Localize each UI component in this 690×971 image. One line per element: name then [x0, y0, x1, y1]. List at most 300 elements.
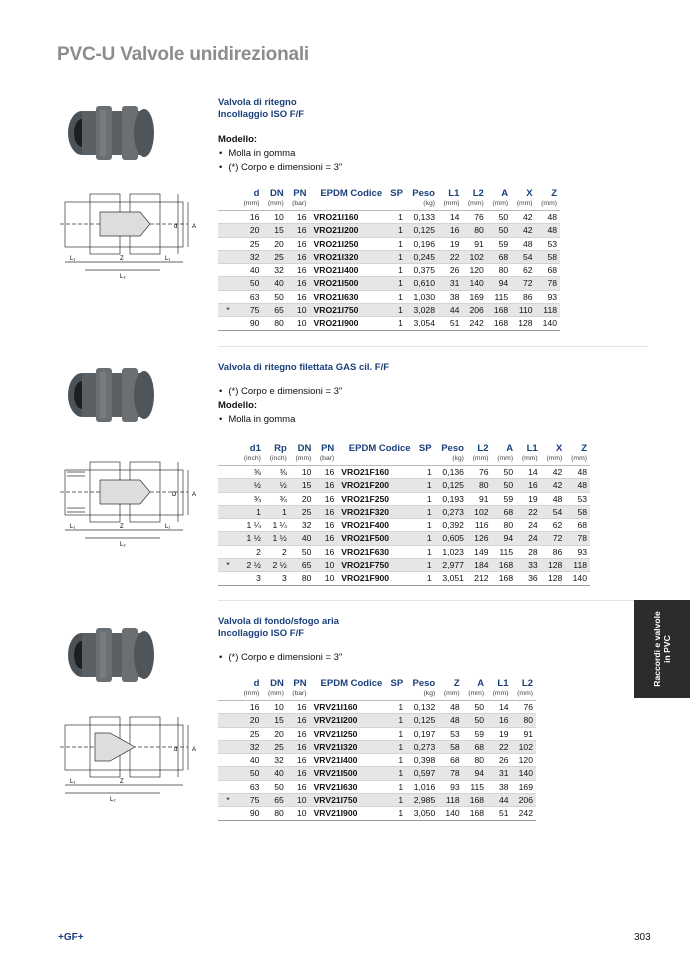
table-cell: 50 — [492, 479, 517, 492]
table-cell: 36 — [516, 572, 541, 585]
drawing-label: A — [192, 224, 197, 230]
table-row — [218, 317, 560, 330]
table-cell: 10 — [290, 466, 315, 479]
table-cell: 16 — [287, 224, 310, 237]
table-cell: 0,196 — [406, 237, 438, 250]
table-cell: VRO21I500 — [310, 277, 386, 290]
table-cell — [218, 701, 238, 714]
table-row — [218, 559, 590, 572]
table-cell: 40 — [262, 767, 286, 780]
table-cell: VRO21I160 — [310, 211, 386, 224]
table-cell: 16 — [314, 479, 337, 492]
column-header: Z — [453, 677, 460, 689]
column-header: L1 — [526, 442, 538, 454]
table-cell: 2 ½ — [238, 559, 264, 572]
spec-table-1 — [218, 187, 560, 331]
table-cell — [218, 317, 238, 330]
table-cell: 24 — [516, 519, 541, 532]
table-cell: ⅜ — [264, 466, 290, 479]
note-bullet: • Molla in gomma — [218, 147, 342, 161]
table-cell: 59 — [492, 492, 517, 505]
table-cell — [218, 277, 238, 290]
table-cell: 16 — [314, 532, 337, 545]
column-header: Z — [551, 187, 557, 199]
table-cell: VRV21I160 — [310, 701, 386, 714]
table-cell: 0,245 — [406, 250, 438, 263]
table-cell: 26 — [438, 264, 462, 277]
table-cell: 32 — [262, 264, 286, 277]
column-header — [218, 442, 238, 454]
column-header: A — [501, 187, 509, 199]
table-cell: 42 — [541, 479, 566, 492]
drawing-label: Z — [120, 256, 124, 262]
table-cell: 26 — [487, 754, 511, 767]
table-cell: 1 ½ — [238, 532, 264, 545]
drawing-label: Z — [120, 779, 124, 785]
table-cell: 1 — [414, 479, 435, 492]
table-cell: * — [218, 794, 238, 807]
table-cell: VRO21F160 — [337, 466, 413, 479]
table-cell: 140 — [438, 807, 462, 820]
table-cell: ½ — [238, 479, 264, 492]
table-row — [218, 794, 536, 807]
table-cell — [218, 807, 238, 820]
table-cell: 10 — [287, 794, 310, 807]
table-cell: 1 — [385, 767, 406, 780]
table-row — [218, 532, 590, 545]
table-cell: 20 — [290, 492, 315, 505]
column-header: Peso — [412, 187, 435, 199]
table-cell: 51 — [487, 807, 511, 820]
title-line: Valvola di ritegno — [218, 97, 297, 108]
table-cell: 115 — [463, 780, 487, 793]
column-header: d — [253, 187, 260, 199]
table-cell: 126 — [467, 532, 492, 545]
table-cell: 42 — [511, 211, 535, 224]
table-cell: 94 — [463, 767, 487, 780]
column-header: Z — [581, 442, 587, 454]
note-bullet: • Molla in gomma — [218, 413, 342, 427]
table-cell: 75 — [238, 304, 262, 317]
table-row — [218, 519, 590, 532]
table-cell: 16 — [314, 505, 337, 518]
table-cell: 0,136 — [435, 466, 467, 479]
table-cell: 72 — [511, 277, 535, 290]
table-row — [218, 754, 536, 767]
table-cell: VRO21I200 — [310, 224, 386, 237]
table-cell: 90 — [238, 807, 262, 820]
table-cell: 38 — [438, 290, 462, 303]
table-cell: 80 — [262, 807, 286, 820]
table-cell: 48 — [536, 211, 560, 224]
drawing-label: L₂ — [120, 274, 126, 280]
table-cell: 59 — [463, 727, 487, 740]
table-cell: 168 — [463, 794, 487, 807]
table-cell: 0,133 — [406, 211, 438, 224]
table-cell: 168 — [492, 572, 517, 585]
column-unit: (kg) — [406, 689, 438, 701]
table-cell: 48 — [536, 224, 560, 237]
table-cell: 90 — [238, 317, 262, 330]
table-cell: 16 — [314, 466, 337, 479]
table-cell: 28 — [516, 545, 541, 558]
table-cell: 76 — [467, 466, 492, 479]
column-unit — [218, 689, 238, 701]
table-cell: 50 — [463, 701, 487, 714]
column-header: X — [526, 187, 533, 199]
column-header: L1 — [497, 677, 509, 689]
table-cell: 1 — [264, 505, 290, 518]
table-cell: 86 — [511, 290, 535, 303]
table-cell: 1 — [414, 572, 435, 585]
drawing-label: L₁ — [165, 524, 171, 530]
table-cell: 20 — [238, 714, 262, 727]
note-label: Modello: — [218, 400, 258, 411]
table-cell: VRV21I900 — [310, 807, 386, 820]
table-units-row — [218, 199, 560, 211]
table-cell — [218, 767, 238, 780]
column-unit: (mm) — [492, 454, 517, 466]
table-row — [218, 701, 536, 714]
table-cell: 118 — [438, 794, 462, 807]
table-row — [218, 807, 536, 820]
table-cell: 140 — [536, 317, 560, 330]
page-title: PVC-U Valvole unidirezionali — [57, 44, 310, 65]
table-cell: 1,030 — [406, 290, 438, 303]
table-cell — [218, 532, 238, 545]
table-cell: 1 — [414, 532, 435, 545]
table-cell: 16 — [287, 714, 310, 727]
drawing-label: D — [172, 492, 177, 498]
table-cell: 10 — [314, 559, 337, 572]
table-cell: 16 — [287, 740, 310, 753]
table-cell: 1 — [385, 304, 406, 317]
table-cell: 59 — [487, 237, 511, 250]
column-header: EPDM Codice — [320, 187, 383, 199]
section-notes — [218, 133, 342, 175]
table-cell: 3,028 — [406, 304, 438, 317]
note-label: Modello: — [218, 134, 258, 145]
table-cell: 2,985 — [406, 794, 438, 807]
table-cell: ½ — [264, 479, 290, 492]
table-cell: 22 — [516, 505, 541, 518]
drawing-label: d — [174, 747, 178, 753]
table-cell: 1 — [414, 492, 435, 505]
table-cell: 1 — [385, 264, 406, 277]
table-cell: VRO21I750 — [310, 304, 386, 317]
table-cell: 140 — [565, 572, 590, 585]
table-cell: 3 — [264, 572, 290, 585]
table-header-row — [218, 187, 560, 199]
table-cell: 16 — [287, 754, 310, 767]
table-cell: 91 — [467, 492, 492, 505]
table-cell: VRV21I200 — [310, 714, 386, 727]
column-unit: (mm) — [463, 689, 487, 701]
table-cell: 32 — [238, 250, 262, 263]
table-cell: 0,193 — [435, 492, 467, 505]
section-divider — [218, 346, 648, 347]
table-cell: 206 — [462, 304, 486, 317]
column-header: DN — [270, 677, 284, 689]
table-cell: 1 — [414, 466, 435, 479]
table-cell: 168 — [463, 807, 487, 820]
table-cell: 93 — [536, 290, 560, 303]
table-cell: 78 — [565, 532, 590, 545]
table-cell: 169 — [462, 290, 486, 303]
valve-photo-3 — [60, 620, 160, 690]
table-row — [218, 304, 560, 317]
spec-table-2 — [218, 442, 590, 586]
table-cell: 16 — [287, 237, 310, 250]
table-cell: 80 — [467, 479, 492, 492]
table-cell: 0,125 — [406, 714, 438, 727]
table-cell: 48 — [511, 237, 535, 250]
table-cell: 80 — [492, 519, 517, 532]
table-cell: 40 — [262, 277, 286, 290]
table-row — [218, 277, 560, 290]
table-cell: 1 — [385, 727, 406, 740]
column-unit: (mm) — [487, 199, 511, 211]
table-cell: 1 — [385, 290, 406, 303]
drawing-label: L₁ — [70, 779, 76, 785]
table-cell: 25 — [262, 250, 286, 263]
table-cell: 242 — [462, 317, 486, 330]
table-cell: 1,016 — [406, 780, 438, 793]
table-cell: 50 — [290, 545, 315, 558]
table-cell: 10 — [262, 701, 286, 714]
column-header: Rp — [274, 442, 287, 454]
table-cell: 51 — [438, 317, 462, 330]
table-cell: 1,023 — [435, 545, 467, 558]
table-row — [218, 727, 536, 740]
title-line: Incollaggio ISO F/F — [218, 109, 305, 120]
table-cell: VRO21I900 — [310, 317, 386, 330]
table-cell: 42 — [511, 224, 535, 237]
drawing-label: L₁ — [165, 256, 171, 262]
column-unit: (mm) — [438, 689, 462, 701]
table-cell: 80 — [463, 754, 487, 767]
table-cell: 16 — [287, 701, 310, 714]
column-header: PN — [293, 187, 307, 199]
drawing-label: L₂ — [120, 542, 126, 548]
column-unit: (mm) — [290, 454, 315, 466]
column-unit — [414, 454, 435, 466]
table-cell: 91 — [512, 727, 536, 740]
table-cell: 86 — [541, 545, 566, 558]
table-cell: 94 — [492, 532, 517, 545]
table-cell: 128 — [541, 559, 566, 572]
table-cell: 38 — [487, 780, 511, 793]
table-cell: 50 — [262, 290, 286, 303]
table-cell: 65 — [262, 304, 286, 317]
table-cell: * — [218, 304, 238, 317]
table-cell: 16 — [314, 519, 337, 532]
table-cell: 48 — [438, 714, 462, 727]
table-cell: 2 ½ — [264, 559, 290, 572]
table-row — [218, 740, 536, 753]
table-cell: VRO21F900 — [337, 572, 413, 585]
table-cell: 140 — [512, 767, 536, 780]
column-unit: (mm) — [487, 689, 511, 701]
table-cell: 16 — [314, 492, 337, 505]
table-cell: 1 — [414, 545, 435, 558]
table-cell — [218, 211, 238, 224]
table-cell: VRO21F750 — [337, 559, 413, 572]
section-notes — [218, 385, 342, 427]
table-cell: 25 — [238, 727, 262, 740]
table-cell — [218, 545, 238, 558]
table-cell: 1 — [414, 559, 435, 572]
column-header: Peso — [412, 677, 436, 689]
table-cell: 58 — [536, 250, 560, 263]
table-cell: 78 — [536, 277, 560, 290]
column-unit: (mm) — [467, 454, 492, 466]
column-header: L2 — [521, 677, 533, 689]
column-unit: (mm) — [516, 454, 541, 466]
column-unit: (mm) — [262, 199, 286, 211]
note-bullet: • (*) Corpo e dimensioni = 3" — [218, 161, 342, 175]
table-row — [218, 290, 560, 303]
column-unit: (mm) — [262, 689, 286, 701]
table-cell — [218, 479, 238, 492]
drawing-label: A — [192, 492, 197, 498]
table-cell: VRO21I630 — [310, 290, 386, 303]
table-cell: 3,051 — [435, 572, 467, 585]
table-cell: 3,050 — [406, 807, 438, 820]
table-cell: 16 — [238, 211, 262, 224]
table-cell: 116 — [467, 519, 492, 532]
table-cell: 68 — [438, 754, 462, 767]
table-cell: 48 — [438, 701, 462, 714]
column-unit — [337, 454, 413, 466]
table-cell: 25 — [262, 740, 286, 753]
table-cell — [218, 727, 238, 740]
table-row — [218, 264, 560, 277]
section-title — [218, 616, 339, 640]
note-bullet: • (*) Corpo e dimensioni = 3" — [218, 385, 342, 399]
table-cell: 1 ¼ — [238, 519, 264, 532]
table-cell: 1 — [385, 317, 406, 330]
table-cell — [218, 264, 238, 277]
table-cell: 91 — [462, 237, 486, 250]
table-cell: 16 — [438, 224, 462, 237]
table-cell: 25 — [238, 237, 262, 250]
table-cell: VRV21I630 — [310, 780, 386, 793]
drawing-label: Z — [120, 524, 124, 530]
table-cell: 10 — [314, 572, 337, 585]
table-cell: 115 — [487, 290, 511, 303]
table-cell: 242 — [512, 807, 536, 820]
table-cell: 40 — [290, 532, 315, 545]
table-cell: 50 — [238, 767, 262, 780]
technical-drawing-3 — [40, 705, 205, 805]
page-number: 303 — [634, 932, 651, 943]
table-cell: 16 — [287, 290, 310, 303]
table-cell: 1 — [414, 519, 435, 532]
table-cell: 120 — [462, 264, 486, 277]
table-cell: VRV21I400 — [310, 754, 386, 767]
table-cell: 1 — [385, 754, 406, 767]
table-cell: 80 — [262, 317, 286, 330]
table-cell: VRV21I320 — [310, 740, 386, 753]
table-row — [218, 545, 590, 558]
table-cell: 65 — [290, 559, 315, 572]
table-cell: 48 — [565, 466, 590, 479]
valve-photo-1 — [60, 98, 160, 168]
table-cell: 120 — [512, 754, 536, 767]
column-header: d1 — [249, 442, 261, 454]
table-cell: 80 — [487, 264, 511, 277]
column-unit: (mm) — [565, 454, 590, 466]
table-cell: 1 — [385, 780, 406, 793]
side-tab-line: Raccordi e valvole — [652, 611, 662, 687]
table-cell: 32 — [262, 754, 286, 767]
column-header: A — [477, 677, 485, 689]
technical-drawing-1 — [40, 182, 205, 282]
table-cell: 15 — [262, 224, 286, 237]
column-unit: (mm) — [238, 199, 262, 211]
table-cell: 42 — [541, 466, 566, 479]
table-row — [218, 211, 560, 224]
table-cell: ⅜ — [238, 466, 264, 479]
table-cell: 10 — [287, 807, 310, 820]
table-cell: 44 — [438, 304, 462, 317]
drawing-label: L₁ — [70, 524, 76, 530]
column-unit: (mm) — [462, 199, 486, 211]
table-cell: 68 — [463, 740, 487, 753]
column-unit — [385, 199, 406, 211]
table-cell: 16 — [287, 250, 310, 263]
column-unit: (bar) — [314, 454, 337, 466]
table-cell — [218, 237, 238, 250]
table-row — [218, 714, 536, 727]
table-cell: 33 — [516, 559, 541, 572]
table-cell: 50 — [492, 466, 517, 479]
column-header: SP — [418, 442, 432, 454]
side-tab-label — [652, 611, 672, 686]
table-cell: 0,392 — [435, 519, 467, 532]
valve-photo-2 — [60, 360, 160, 430]
table-cell: 16 — [287, 211, 310, 224]
table-cell: 25 — [290, 505, 315, 518]
table-row — [218, 466, 590, 479]
column-header: A — [506, 442, 514, 454]
table-cell: 31 — [438, 277, 462, 290]
table-cell: VRO21F250 — [337, 492, 413, 505]
table-cell: 53 — [536, 237, 560, 250]
gf-logo: +GF+ — [58, 932, 84, 943]
table-cell: 10 — [262, 211, 286, 224]
column-header: L2 — [477, 442, 489, 454]
column-header: PN — [293, 677, 307, 689]
section-title — [218, 97, 304, 121]
table-cell: 20 — [262, 237, 286, 250]
column-unit: (bar) — [287, 199, 310, 211]
table-cell: 50 — [262, 780, 286, 793]
table-row — [218, 505, 590, 518]
column-unit: (kg) — [406, 199, 438, 211]
table-header-row — [218, 677, 536, 689]
table-cell: 31 — [487, 767, 511, 780]
table-cell: VRO21I400 — [310, 264, 386, 277]
table-header-row — [218, 442, 590, 454]
table-cell: 68 — [536, 264, 560, 277]
table-cell: 22 — [487, 740, 511, 753]
column-unit: (mm) — [238, 689, 262, 701]
table-cell: 1 — [385, 740, 406, 753]
table-cell: 1 — [385, 701, 406, 714]
table-cell: 68 — [565, 519, 590, 532]
